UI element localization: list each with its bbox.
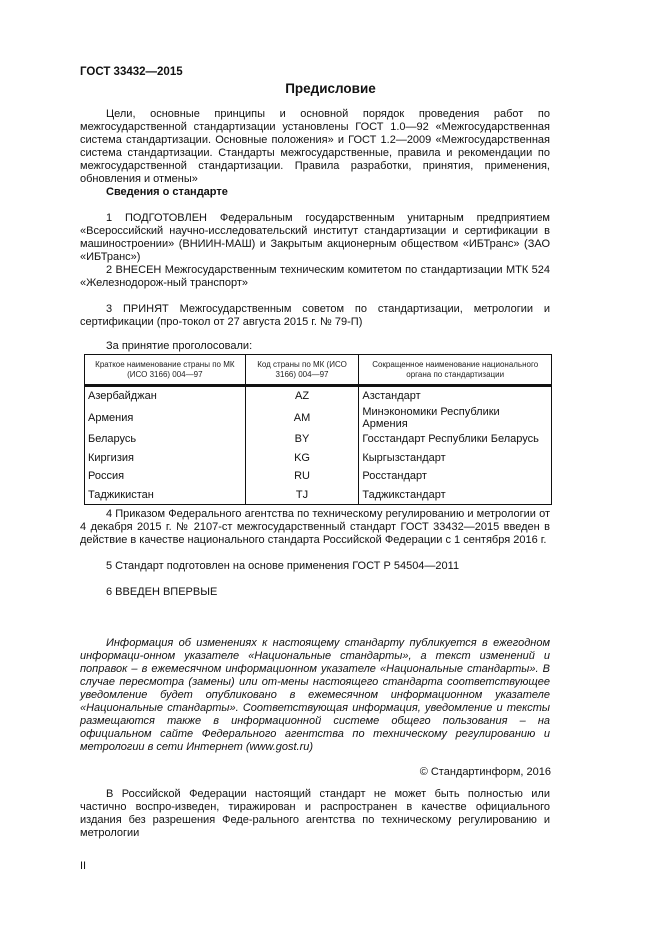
cell-code: AZ — [245, 386, 359, 406]
item-3 — [80, 303, 550, 329]
copyright: © Стандартинформ, 2016 — [419, 766, 551, 778]
header-code: Код страны по МК (ИСО 3166) 004—97 — [245, 355, 359, 386]
intro-text: Цели, основные принципы и основной порядок проведения работ по межгосударственной стандартизации установлены ГОСТ 1.0—92 «Межгосударственная система стандартизации. Основные положения» и ГОСТ 1.2—2009 «Межгосударственная система стандартизации. Стандарты межгосударственные, правила и рекомендации по межгосударственной стандартизации. Правила разработки, принятия, применения, обновления и отмены» — [80, 108, 550, 185]
page-number: II — [80, 860, 87, 872]
cell-body: Минэкономики Республики Армения — [359, 406, 552, 430]
item-2-text: 2 ВНЕСЕН Межгосударственным техническим комитетом по стандартизации МТК 524 «Железнодорож-ный транспорт» — [80, 264, 550, 289]
item-5-text: 5 Стандарт подготовлен на основе применения ГОСТ Р 54504—2011 — [106, 560, 460, 572]
item-1-text: 1 ПОДГОТОВЛЕН Федеральным государственным унитарным предприятием «Всероссийский научно-исследовательский институт стандартизации и сертификации в машиностроении» (ВНИИН-МАШ) и Закрытым акционерным обществом «ИБТранс» (ЗАО «ИБТранс») — [80, 212, 550, 263]
vote-label-text: За принятие проголосовали: — [106, 340, 253, 352]
page-title: Предисловие — [285, 81, 376, 96]
cell-body: Госстандарт Республики Беларусь — [359, 430, 552, 449]
cell-code: TJ — [245, 486, 359, 505]
table-row — [85, 448, 552, 467]
cell-country: Армения — [85, 406, 246, 430]
cell-country: Киргизия — [85, 448, 246, 467]
item-5 — [80, 560, 550, 573]
header-country: Краткое наименование страны по МК (ИСО 3166) 004—97 — [85, 355, 246, 386]
voting-table — [84, 354, 552, 505]
item-3-text: 3 ПРИНЯТ Межгосударственным советом по стандартизации, метрологии и сертификации (про-токол от 27 августа 2015 г. № 79-П) — [80, 303, 550, 328]
amendments-notice — [80, 637, 550, 754]
info-heading: Сведения о стандарте — [106, 186, 228, 198]
rights-notice-text: В Российской Федерации настоящий стандарт не может быть полностью или частично воспро-изведен, тиражирован и распространен в качестве официального издания без разрешения Феде-рального агентства по техническому регулированию и метрологии — [80, 788, 550, 839]
cell-code: RU — [245, 467, 359, 486]
cell-code: KG — [245, 448, 359, 467]
cell-body: Росстандарт — [359, 467, 552, 486]
table-row — [85, 386, 552, 406]
item-4 — [80, 508, 550, 547]
item-2 — [80, 264, 550, 290]
cell-body: Азстандарт — [359, 386, 552, 406]
header-body: Сокращенное наименование национального органа по стандартизации — [359, 355, 552, 386]
intro-paragraph — [80, 108, 550, 186]
table-header-row — [85, 355, 552, 386]
table-row — [85, 430, 552, 449]
item-6 — [80, 586, 550, 599]
item-6-text: 6 ВВЕДЕН ВПЕРВЫЕ — [106, 586, 218, 598]
table-row — [85, 486, 552, 505]
cell-body: Кыргызстандарт — [359, 448, 552, 467]
cell-country: Таджикистан — [85, 486, 246, 505]
item-4-text: 4 Приказом Федерального агентства по техническому регулированию и метрологии от 4 декабря 2015 г. № 2107-ст межгосударственный стандарт ГОСТ 33432—2015 введен в действие в качестве национального стандарта Российской Федерации с 1 сентября 2016 г. — [80, 508, 550, 546]
cell-code: BY — [245, 430, 359, 449]
amendments-notice-text: Информация об изменениях к настоящему стандарту публикуется в ежегодном информаци-онном указателе «Национальные стандарты», а текст изменений и поправок – в ежемесячном информационном указателе «Национальные стандарты». В случае пересмотра (замены) или от-мены настоящего стандарта соответствующее уведомление будет опубликовано в ежемесячном информационном указателе «Национальные стандарты». Соответствующая информация, уведомление и тексты размещаются также в информационной системе общего пользования – на официальном сайте Федерального агентства по техническому регулированию и метрологии в сети Интернет (www.gost.ru) — [80, 637, 550, 753]
vote-label — [80, 340, 550, 353]
item-1 — [80, 212, 550, 264]
table-row — [85, 406, 552, 430]
document-id: ГОСТ 33432—2015 — [80, 66, 183, 78]
cell-body: Таджикстандарт — [359, 486, 552, 505]
table-row — [85, 467, 552, 486]
cell-code: AM — [245, 406, 359, 430]
cell-country: Россия — [85, 467, 246, 486]
cell-country: Азербайджан — [85, 386, 246, 406]
rights-notice — [80, 788, 550, 840]
cell-country: Беларусь — [85, 430, 246, 449]
